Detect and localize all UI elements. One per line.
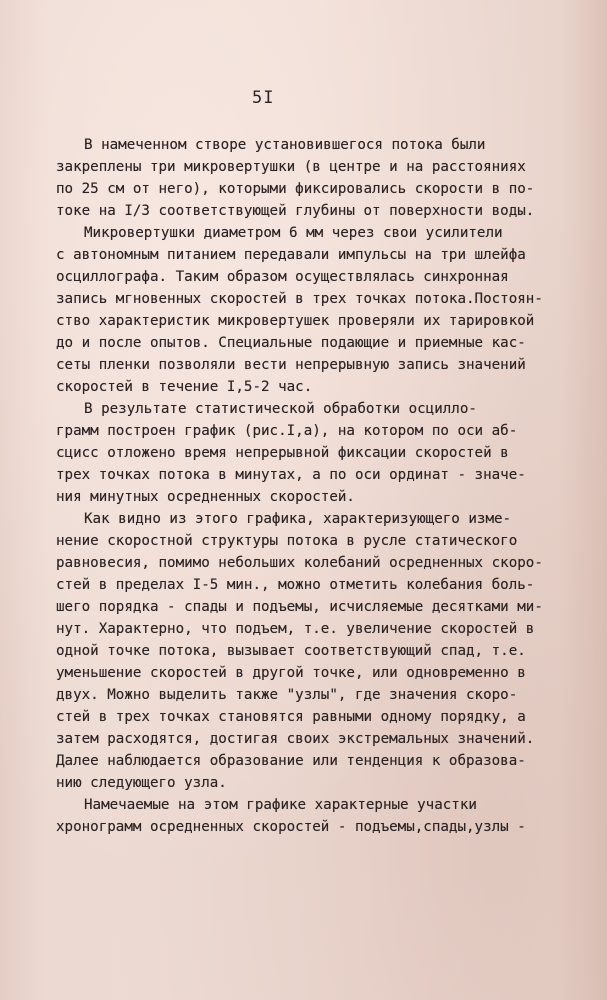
text-line: ство характеристик микровертушек проверяли их тарировкой	[56, 313, 535, 329]
text-line: равновесия, помимо небольших колебаний осредненных скоро-	[56, 555, 543, 571]
text-line: затем расходятся, достигая своих экстремальных значений.	[56, 731, 535, 747]
text-line: по 25 см от него), которыми фиксировались скорости в по-	[56, 181, 535, 197]
text-line: нение скоростной структуры потока в русле статического	[56, 533, 518, 549]
text-line: Намечаемые на этом графике характерные участки	[84, 797, 477, 813]
text-line: стей в трех точках становятся равными одному порядку, а	[56, 709, 526, 725]
body-text	[0, 124, 607, 844]
text-line: нию следующего узла.	[56, 775, 227, 791]
text-line: сеты пленки позволяли вести непрерывную запись значений	[56, 357, 526, 373]
text-line: запись мгновенных скоростей в трех точках потока.Постоян-	[56, 291, 543, 307]
text-line: с автономным питанием передавали импульсы на три шлейфа	[56, 247, 526, 263]
text-line: до и после опытов. Специальные подающие и приемные кас-	[56, 335, 526, 351]
text-line: Далее наблюдается образование или тенденция к образова-	[56, 753, 526, 769]
page-number: 5I	[252, 88, 275, 108]
text-line: сцисс отложено время непрерывной фиксации скоростей в	[56, 445, 509, 461]
text-line: Микровертушки диаметром 6 мм через свои усилители	[84, 225, 503, 241]
text-line: хронограмм осредненных скоростей - подъемы,спады,узлы -	[56, 819, 526, 835]
text-line: Как видно из этого графика, характеризующего изме-	[84, 511, 512, 527]
text-line: трех точках потока в минутах, а по оси ординат - значе-	[56, 467, 526, 483]
text-line: закреплены три микровертушки (в центре и на расстояниях	[56, 159, 526, 175]
text-line: двух. Можно выделить также "узлы", где значения скоро-	[56, 687, 518, 703]
text-line: одной точке потока, вызывает соответствующий спад, т.е.	[56, 643, 526, 659]
text-line: скоростей в течение I,5-2 час.	[56, 379, 313, 395]
text-line: В результате статистической обработки осцилло-	[84, 401, 477, 417]
text-line: осциллографа. Таким образом осуществлялась синхронная	[56, 269, 509, 285]
text-line: грамм построен график (рис.I,а), на котором по оси аб-	[56, 423, 518, 439]
text-line: нут. Характерно, что подъем, т.е. увеличение скоростей в	[56, 621, 535, 637]
text-line: ния минутных осредненных скоростей.	[56, 489, 355, 505]
text-line: уменьшение скоростей в другой точке, или одновременно в	[56, 665, 526, 681]
text-line: стей в пределах I-5 мин., можно отметить колебания боль-	[56, 577, 535, 593]
text-line: шего порядка - спады и подъемы, исчисляемые десятками ми-	[56, 599, 543, 615]
text-line: В намеченном створе установившегося потока были	[84, 137, 486, 153]
text-line: токе на I/3 соответствующей глубины от поверхности воды.	[56, 203, 535, 219]
